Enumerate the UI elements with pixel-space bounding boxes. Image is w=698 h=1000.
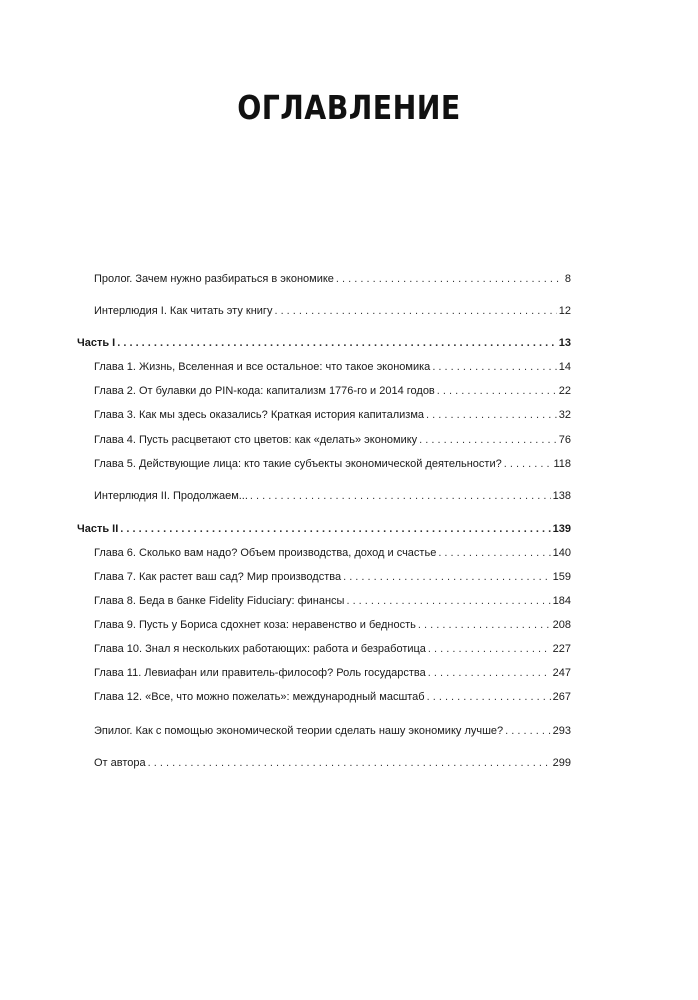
toc-entry-label: Глава 9. Пусть у Бориса сдохнет коза: неравенство и бедность xyxy=(94,619,416,631)
toc-entry-label: Глава 12. «Все, что можно пожелать»: международный масштаб xyxy=(94,691,425,703)
dot-leader xyxy=(343,570,551,584)
toc-entry-chapter-3[interactable] xyxy=(94,408,571,422)
toc-entry-label: Пролог. Зачем нужно разбираться в экономике xyxy=(94,273,334,285)
toc-entry-page: 12 xyxy=(558,305,571,317)
toc-entry-chapter-2[interactable] xyxy=(94,384,571,398)
page-title: ОГЛАВЛЕНИЕ xyxy=(237,88,461,127)
toc-entry-epilogue[interactable] xyxy=(94,724,571,738)
toc-entry-chapter-11[interactable] xyxy=(94,666,571,680)
toc-entry-label: Интерлюдия I. Как читать эту книгу xyxy=(94,305,273,317)
toc-entry-label: От автора xyxy=(94,757,146,769)
toc-entry-page: 208 xyxy=(552,619,571,631)
toc-entry-chapter-1[interactable] xyxy=(94,360,571,374)
toc-entry-part-1[interactable] xyxy=(77,336,571,350)
toc-entry-chapter-5[interactable] xyxy=(94,457,571,471)
toc-entry-chapter-4[interactable] xyxy=(94,433,571,447)
toc-entry-label: Интерлюдия II. Продолжаем... xyxy=(94,490,248,502)
toc-entry-page: 76 xyxy=(558,434,571,446)
toc-entry-page: 118 xyxy=(553,458,571,470)
toc-entry-page: 184 xyxy=(552,595,571,607)
dot-leader xyxy=(336,272,563,286)
toc-entry-page: 138 xyxy=(552,490,571,502)
toc-entry-chapter-9[interactable] xyxy=(94,618,571,632)
toc-entry-chapter-12[interactable] xyxy=(94,690,571,704)
toc-entry-label: Эпилог. Как с помощью экономической теории сделать нашу экономику лучше? xyxy=(94,725,504,737)
toc-entry-from-author[interactable] xyxy=(94,756,571,770)
toc-entry-label: Часть II xyxy=(77,523,119,535)
toc-entry-chapter-6[interactable] xyxy=(94,546,571,560)
toc-entry-page: 227 xyxy=(552,643,571,655)
toc-entry-label: Глава 5. Действующие лица: кто такие субъекты экономической деятельности? xyxy=(94,458,502,470)
dot-leader xyxy=(432,360,556,374)
toc-entry-label: Глава 10. Знал я нескольких работающих: работа и безработица xyxy=(94,643,426,655)
dot-leader xyxy=(428,642,551,656)
dot-leader xyxy=(346,594,550,608)
dot-leader xyxy=(418,618,551,632)
toc-entry-label: Глава 11. Левиафан или правитель-философ? Роль государства xyxy=(94,667,426,679)
toc-entry-page: 13 xyxy=(558,337,571,349)
toc-entry-page: 299 xyxy=(552,757,571,769)
toc-entry-chapter-8[interactable] xyxy=(94,594,571,608)
dot-leader xyxy=(148,756,551,770)
toc-entry-page: 32 xyxy=(558,409,571,421)
toc-entry-label: Часть I xyxy=(77,337,116,349)
dot-leader xyxy=(120,522,550,536)
toc-entry-label: Глава 6. Сколько вам надо? Объем производства, доход и счастье xyxy=(94,547,437,559)
toc-entry-page: 8 xyxy=(564,273,571,285)
dot-leader xyxy=(419,433,557,447)
dot-leader xyxy=(437,384,557,398)
toc-entry-interlude-1[interactable] xyxy=(94,304,571,318)
toc-entry-label: Глава 1. Жизнь, Вселенная и все остальное: что такое экономика xyxy=(94,361,431,373)
dot-leader xyxy=(427,690,551,704)
toc-entry-label: Глава 2. От булавки до PIN-кода: капитализм 1776-го и 2014 годов xyxy=(94,385,435,397)
toc-entry-part-2[interactable] xyxy=(77,522,571,536)
dot-leader xyxy=(117,336,557,350)
toc-entry-label: Глава 8. Беда в банке Fidelity Fiduciary: финансы xyxy=(94,595,345,607)
toc-entry-page: 139 xyxy=(552,523,571,535)
toc-entry-page: 140 xyxy=(552,547,571,559)
toc-entry-chapter-10[interactable] xyxy=(94,642,571,656)
toc-entry-page: 22 xyxy=(558,385,571,397)
dot-leader xyxy=(274,304,556,318)
dot-leader xyxy=(438,546,550,560)
toc-entry-label: Глава 7. Как растет ваш сад? Мир производства xyxy=(94,571,342,583)
toc-entry-page: 159 xyxy=(552,571,571,583)
dot-leader xyxy=(504,457,552,471)
dot-leader xyxy=(428,666,551,680)
toc-entry-page: 247 xyxy=(552,667,571,679)
toc-entry-page: 267 xyxy=(552,691,571,703)
dot-leader xyxy=(426,408,557,422)
toc-entry-prologue[interactable] xyxy=(94,272,571,286)
toc-entry-label: Глава 3. Как мы здесь оказались? Краткая история капитализма xyxy=(94,409,425,421)
toc-entry-interlude-2[interactable] xyxy=(94,489,571,503)
dot-leader xyxy=(505,724,550,738)
dot-leader xyxy=(250,489,551,503)
toc-entry-label: Глава 4. Пусть расцветают сто цветов: как «делать» экономику xyxy=(94,434,418,446)
toc-entry-page: 293 xyxy=(552,725,571,737)
toc-entry-page: 14 xyxy=(558,361,571,373)
toc-entry-chapter-7[interactable] xyxy=(94,570,571,584)
